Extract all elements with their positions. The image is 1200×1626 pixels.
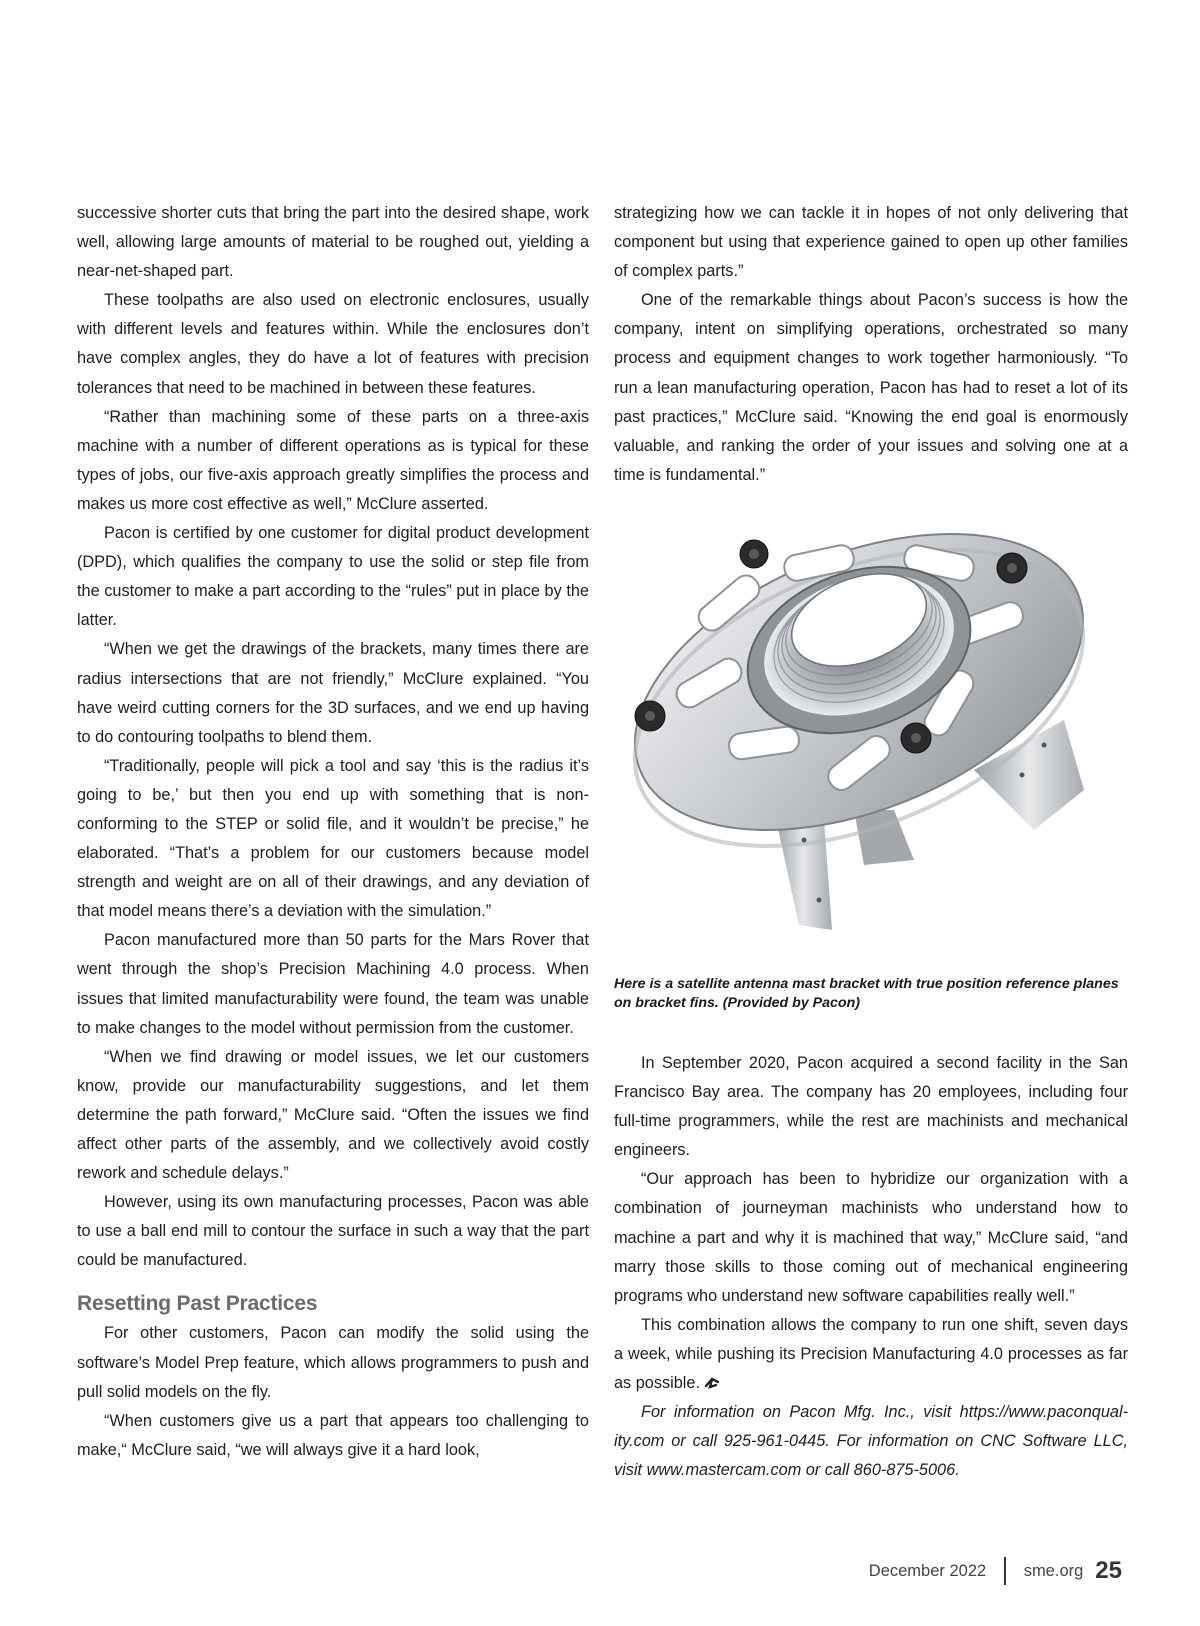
page-footer bbox=[869, 1553, 1122, 1589]
body-paragraph: strategizing how we can tackle it in hopes of not only delivering that component but using that experience gained to open up other families of complex parts.” bbox=[614, 204, 1128, 281]
body-paragraph: “Rather than machining some of these parts on a three-axis machine with a number of different operations as is typical for these types of jobs, our five-axis approach greatly simplifies the process and makes us more cost effective as well,” McClure asserted. bbox=[77, 407, 589, 513]
end-of-article-icon bbox=[704, 1377, 720, 1389]
body-paragraph: In September 2020, Pacon acquired a second facility in the San Francisco Bay area. The company has 20 employees, including four full-time programmers, while the rest are machinists and mechanical engineers. bbox=[614, 1054, 1128, 1160]
section-heading: Resetting Past Practices bbox=[77, 1292, 318, 1316]
body-paragraph: “Traditionally, people will pick a tool and say ‘this is the radius it’s going to be,’ but then you end up with something that is non-conforming to the STEP or solid file, and it wouldn’t be precise,” he elaborated. “That’s a problem for our customers because model strength and weight are on all of their drawings, and any deviation of that model means there’s a deviation with the simulation.” bbox=[77, 756, 589, 921]
body-paragraph: “When we find drawing or model issues, we let our customers know, provide our manufacturability suggestions, and let them determine the path forward,” McClure said. “Often the issues we find affect other parts of the assembly, and we collectively avoid costly rework and schedule delays.” bbox=[77, 1047, 589, 1183]
contact-info: For information on Pacon Mfg. Inc., visit https://www.paconquality.com or call 925-961-0445. For information on CNC Software LLC, visit www.mastercam.com or call 860-875-5006. bbox=[614, 1403, 1128, 1480]
body-paragraph: “Our approach has been to hybridize our organization with a combination of journeyman machinists who understand how to machine a part and why it is machined that way,” McClure said, “and marry those skills to those coming out of mechanical engineering programs who understand new software capabilities really well.” bbox=[614, 1170, 1128, 1305]
site-link[interactable]: sme.org bbox=[1023, 1561, 1084, 1580]
body-paragraph: “When we get the drawings of the brackets, many times there are radius intersections that are not friendly,” McClure explained. “You have weird cutting corners for the 3D surfaces, and we end up having to do contouring toolpaths to blend them. bbox=[77, 640, 589, 746]
bracket-photo bbox=[614, 520, 1128, 960]
body-paragraph: successive shorter cuts that bring the part into the desired shape, work well, allowing large amounts of material to be roughed out, yielding a near-net-shaped part. bbox=[77, 204, 589, 281]
body-paragraph: One of the remarkable things about Pacon’s success is how the company, intent on simplifying operations, orchestrated so many process and equipment changes to work together harmoniously. “To run a lean manufacturing operation, Pacon has had to reset a lot of its past practices,” McClure said. “Knowing the end goal is enormously valuable, and ranking the order of your issues and solving one at a time is fundamental.” bbox=[614, 291, 1128, 484]
body-paragraph bbox=[614, 1311, 1128, 1398]
right-column-bottom bbox=[614, 1049, 1128, 1485]
page-number: 25 bbox=[1095, 1557, 1122, 1584]
body-paragraph: Pacon manufactured more than 50 parts for the Mars Rover that went through the shop’s Precision Machining 4.0 process. When issues that limited manufacturability were found, the team was unable to make changes to the model without permission from the customer. bbox=[77, 931, 589, 1037]
body-paragraph: These toolpaths are also used on electronic enclosures, usually with different levels and features within. While the enclosures don’t have complex angles, they do have a lot of features with precision tolerances that need to be machined in between these features. bbox=[77, 291, 589, 397]
body-paragraph: However, using its own manufacturing processes, Pacon was able to use a ball end mill to contour the surface in such a way that the part could be manufactured. bbox=[77, 1193, 589, 1270]
left-column bbox=[77, 199, 589, 1465]
footer-divider bbox=[1004, 1557, 1006, 1585]
body-paragraph: Pacon is certified by one customer for digital product development (DPD), which qualifies the company to use the solid or step file from the customer to make a part according to the “rules” put in place by the latter. bbox=[77, 524, 589, 630]
paragraph-text: This combination allows the company to run one shift, seven days a week, while pushing its Precision Manufacturing 4.0 processes as far as possible. bbox=[614, 1315, 1128, 1393]
body-paragraph: “When customers give us a part that appears too challenging to make,“ McClure said, “we will always give it a hard look, bbox=[77, 1411, 589, 1459]
body-paragraph: For other customers, Pacon can modify the solid using the software’s Model Prep feature, which allows programmers to push and pull solid models on the fly. bbox=[77, 1324, 589, 1401]
issue-date: December 2022 bbox=[868, 1561, 987, 1580]
figure-caption: Here is a satellite antenna mast bracket with true position reference planes on bracket fins. (Provided by Pacon) bbox=[614, 976, 1119, 1011]
right-column-top bbox=[614, 199, 1128, 490]
